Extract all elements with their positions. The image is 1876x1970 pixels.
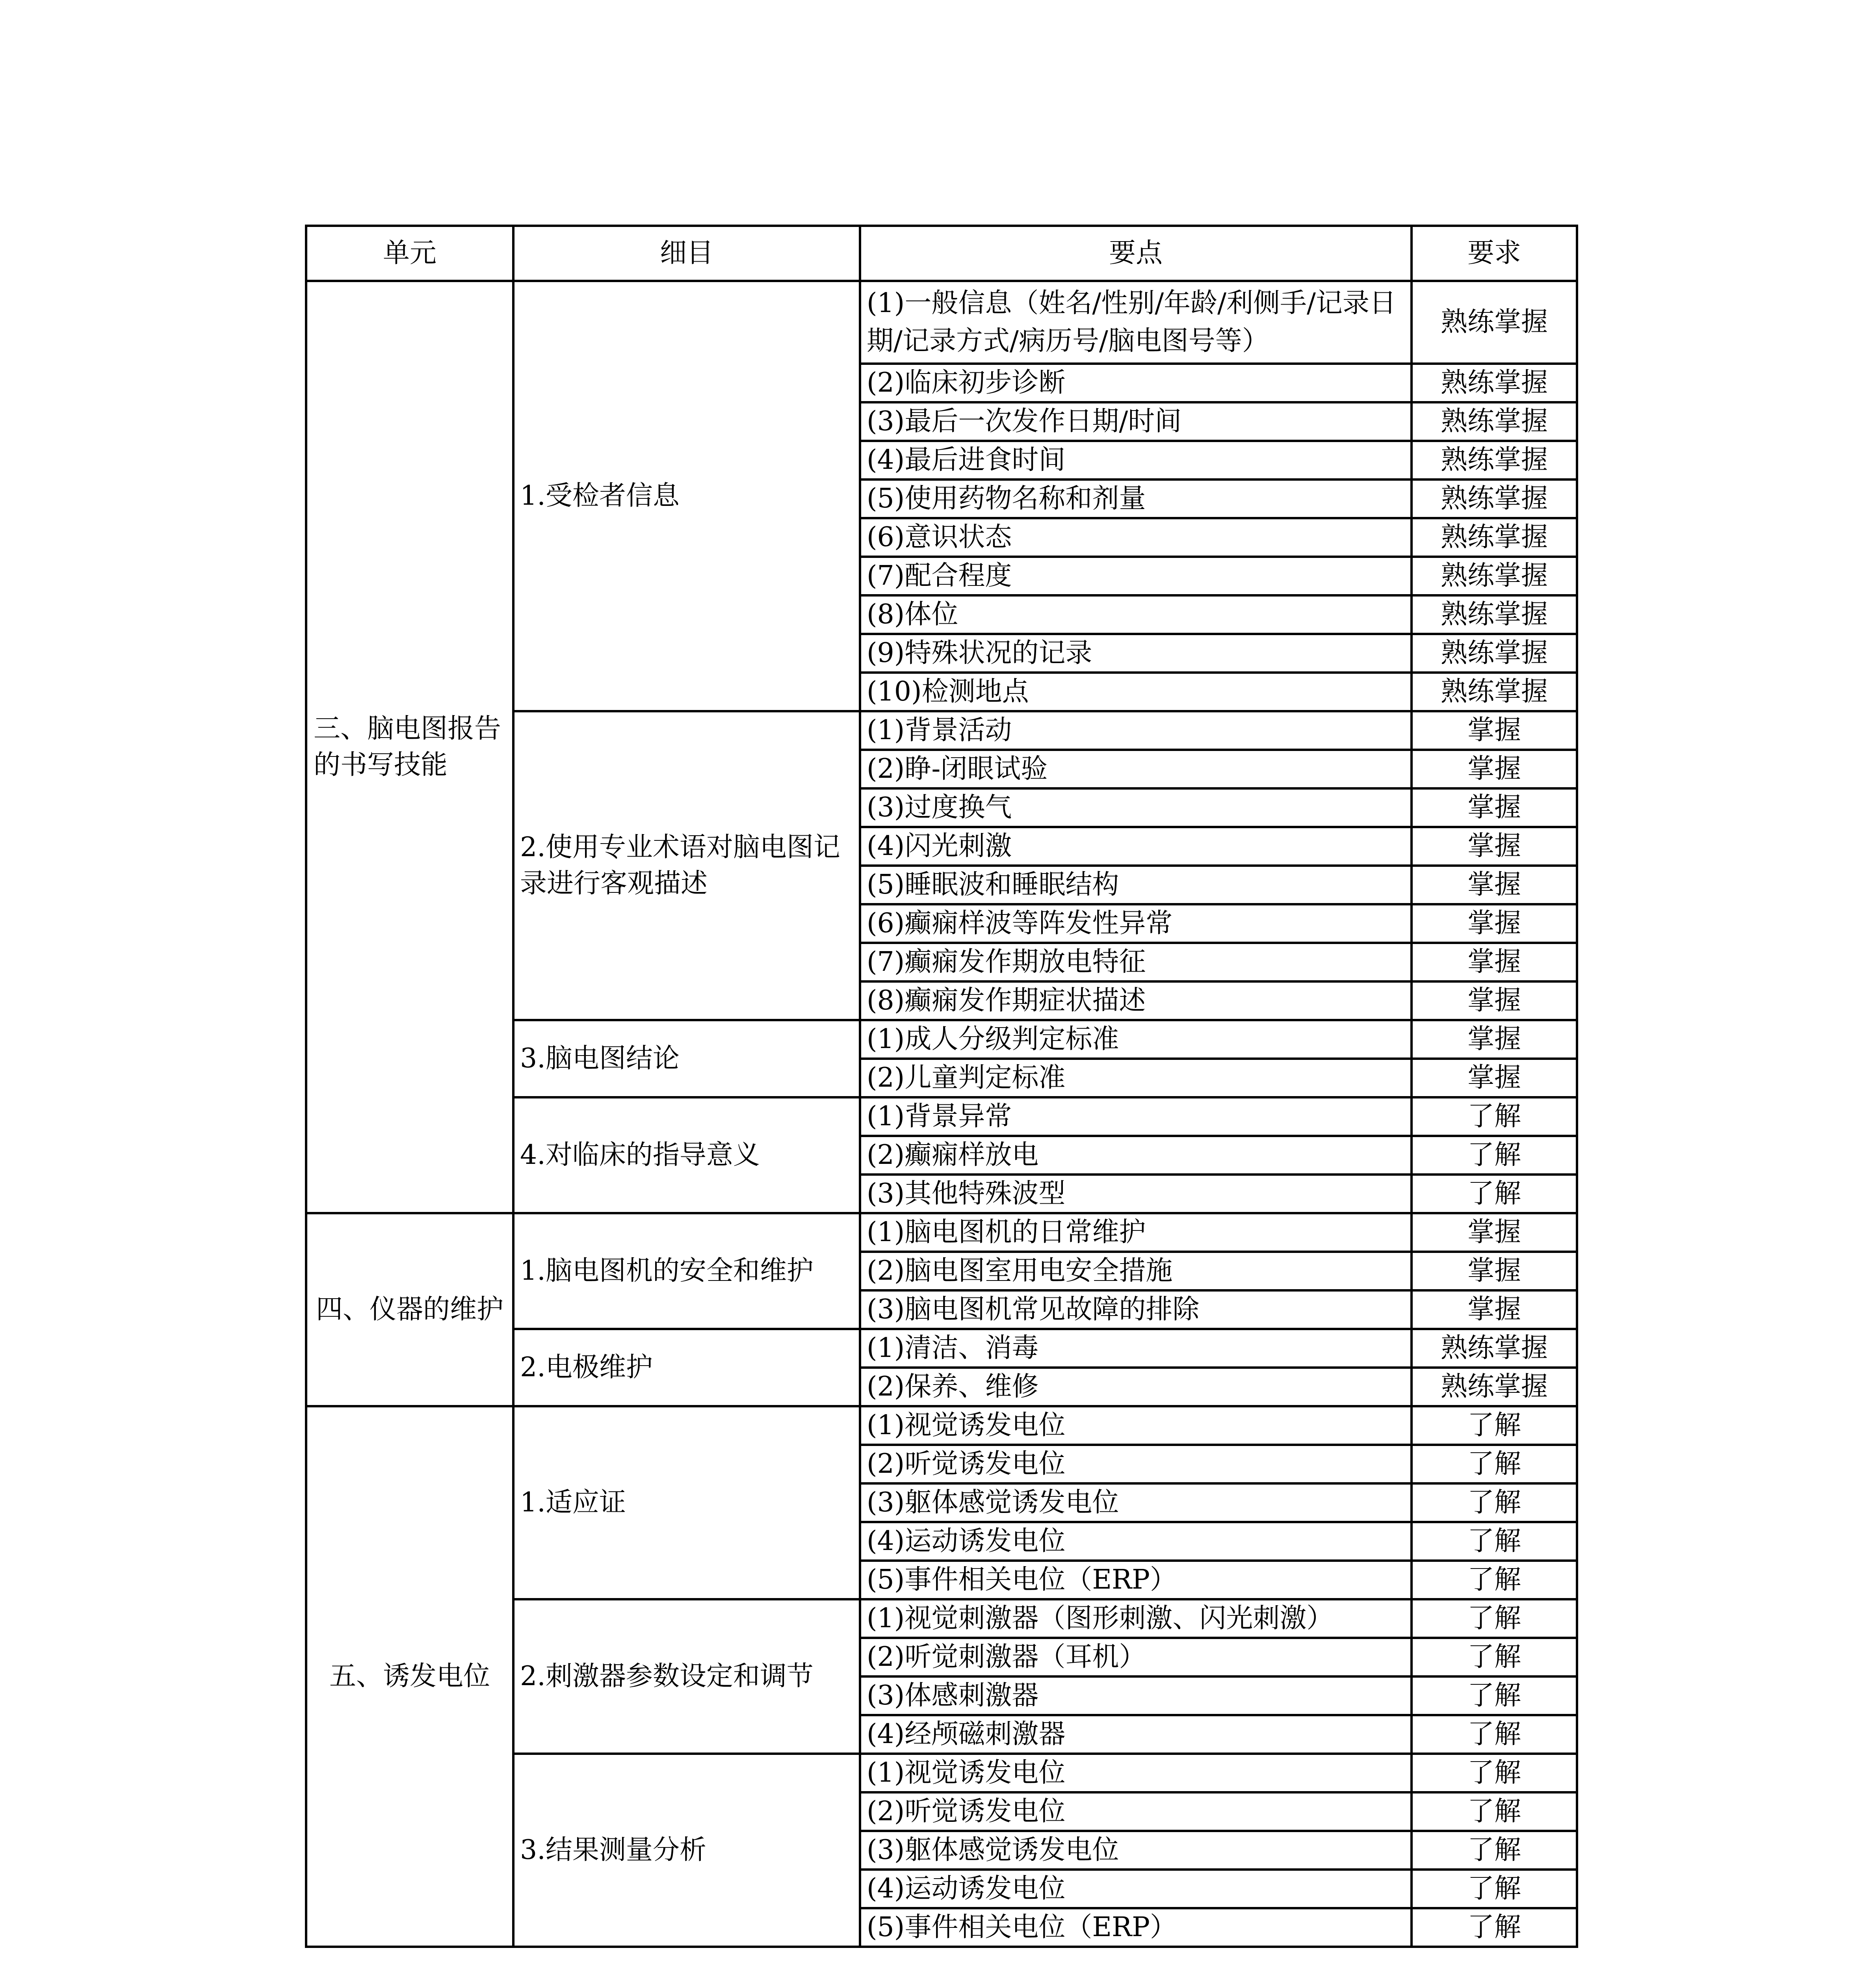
requirement-cell: 了解	[1412, 1715, 1577, 1754]
table-body	[306, 281, 1577, 1947]
point-cell: (2)听觉诱发电位	[860, 1445, 1412, 1483]
point-cell: (1)脑电图机的日常维护	[860, 1213, 1412, 1252]
requirement-cell: 了解	[1412, 1831, 1577, 1870]
requirement-cell: 熟练掌握	[1412, 518, 1577, 557]
detail-cell: 2.刺激器参数设定和调节	[513, 1599, 860, 1754]
unit-cell: 四、仪器的维护	[306, 1213, 513, 1406]
point-cell: (2)脑电图室用电安全措施	[860, 1252, 1412, 1290]
point-cell: (2)保养、维修	[860, 1368, 1412, 1406]
requirement-cell: 了解	[1412, 1097, 1577, 1136]
requirement-cell: 熟练掌握	[1412, 595, 1577, 634]
point-cell: (6)癫痫样波等阵发性异常	[860, 904, 1412, 943]
unit-cell: 五、诱发电位	[306, 1406, 513, 1947]
point-cell: (5)事件相关电位（ERP）	[860, 1561, 1412, 1599]
point-cell: (9)特殊状况的记录	[860, 634, 1412, 673]
point-cell: (2)睁-闭眼试验	[860, 750, 1412, 788]
point-cell: (3)其他特殊波型	[860, 1175, 1412, 1213]
point-cell: (7)癫痫发作期放电特征	[860, 943, 1412, 981]
detail-cell: 3.结果测量分析	[513, 1754, 860, 1947]
point-cell: (4)最后进食时间	[860, 441, 1412, 479]
requirement-cell: 熟练掌握	[1412, 673, 1577, 711]
detail-cell: 1.受检者信息	[513, 281, 860, 711]
requirement-cell: 掌握	[1412, 866, 1577, 904]
point-cell: (3)过度换气	[860, 788, 1412, 827]
requirement-cell: 掌握	[1412, 1213, 1577, 1252]
point-cell: (1)清洁、消毒	[860, 1329, 1412, 1368]
detail-cell: 1.脑电图机的安全和维护	[513, 1213, 860, 1329]
detail-cell: 2.电极维护	[513, 1329, 860, 1406]
point-cell: (7)配合程度	[860, 557, 1412, 595]
point-cell: (8)癫痫发作期症状描述	[860, 981, 1412, 1020]
point-cell: (2)癫痫样放电	[860, 1136, 1412, 1175]
point-cell: (2)临床初步诊断	[860, 364, 1412, 402]
table-row	[306, 281, 1577, 364]
header-unit: 单元	[306, 226, 513, 281]
requirement-cell: 掌握	[1412, 904, 1577, 943]
requirement-cell: 了解	[1412, 1561, 1577, 1599]
point-cell: (1)视觉诱发电位	[860, 1406, 1412, 1445]
header-requirement: 要求	[1412, 226, 1577, 281]
point-cell: (5)睡眠波和睡眠结构	[860, 866, 1412, 904]
point-cell: (1)背景活动	[860, 711, 1412, 750]
requirement-cell: 熟练掌握	[1412, 402, 1577, 441]
unit-cell: 三、脑电图报告的书写技能	[306, 281, 513, 1213]
requirement-cell: 了解	[1412, 1870, 1577, 1908]
point-cell: (6)意识状态	[860, 518, 1412, 557]
requirement-cell: 掌握	[1412, 788, 1577, 827]
requirement-cell: 掌握	[1412, 827, 1577, 866]
requirement-cell: 熟练掌握	[1412, 557, 1577, 595]
requirement-cell: 熟练掌握	[1412, 364, 1577, 402]
requirement-cell: 熟练掌握	[1412, 1329, 1577, 1368]
point-cell: (5)事件相关电位（ERP）	[860, 1908, 1412, 1947]
point-cell: (3)躯体感觉诱发电位	[860, 1483, 1412, 1522]
requirement-cell: 掌握	[1412, 750, 1577, 788]
requirement-cell: 掌握	[1412, 943, 1577, 981]
detail-cell: 4.对临床的指导意义	[513, 1097, 860, 1213]
detail-cell: 2.使用专业术语对脑电图记录进行客观描述	[513, 711, 860, 1020]
point-cell: (1)成人分级判定标准	[860, 1020, 1412, 1059]
point-cell: (3)体感刺激器	[860, 1676, 1412, 1715]
header-row	[306, 226, 1577, 281]
requirement-cell: 了解	[1412, 1406, 1577, 1445]
requirement-cell: 熟练掌握	[1412, 634, 1577, 673]
point-cell: (1)一般信息（姓名/性别/年龄/利侧手/记录日期/记录方式/病历号/脑电图号等）	[860, 281, 1412, 364]
point-cell: (1)视觉诱发电位	[860, 1754, 1412, 1792]
point-cell: (2)听觉刺激器（耳机）	[860, 1638, 1412, 1676]
requirement-cell: 了解	[1412, 1908, 1577, 1947]
requirement-cell: 熟练掌握	[1412, 441, 1577, 479]
table-row	[306, 1213, 1577, 1252]
point-cell: (4)运动诱发电位	[860, 1522, 1412, 1561]
requirement-cell: 了解	[1412, 1136, 1577, 1175]
syllabus-table	[305, 225, 1578, 1948]
requirement-cell: 掌握	[1412, 1252, 1577, 1290]
point-cell: (2)儿童判定标准	[860, 1059, 1412, 1097]
point-cell: (4)闪光刺激	[860, 827, 1412, 866]
point-cell: (3)躯体感觉诱发电位	[860, 1831, 1412, 1870]
requirement-cell: 掌握	[1412, 711, 1577, 750]
requirement-cell: 了解	[1412, 1676, 1577, 1715]
requirement-cell: 熟练掌握	[1412, 281, 1577, 364]
table-row	[306, 1406, 1577, 1445]
requirement-cell: 了解	[1412, 1175, 1577, 1213]
header-detail: 细目	[513, 226, 860, 281]
requirement-cell: 掌握	[1412, 1290, 1577, 1329]
requirement-cell: 了解	[1412, 1638, 1577, 1676]
requirement-cell: 熟练掌握	[1412, 1368, 1577, 1406]
requirement-cell: 了解	[1412, 1522, 1577, 1561]
requirement-cell: 了解	[1412, 1754, 1577, 1792]
point-cell: (5)使用药物名称和剂量	[860, 479, 1412, 518]
detail-cell: 3.脑电图结论	[513, 1020, 860, 1097]
point-cell: (2)听觉诱发电位	[860, 1792, 1412, 1831]
point-cell: (3)最后一次发作日期/时间	[860, 402, 1412, 441]
requirement-cell: 掌握	[1412, 981, 1577, 1020]
requirement-cell: 熟练掌握	[1412, 479, 1577, 518]
point-cell: (10)检测地点	[860, 673, 1412, 711]
point-cell: (8)体位	[860, 595, 1412, 634]
detail-cell: 1.适应证	[513, 1406, 860, 1599]
requirement-cell: 了解	[1412, 1445, 1577, 1483]
requirement-cell: 了解	[1412, 1792, 1577, 1831]
requirement-cell: 了解	[1412, 1599, 1577, 1638]
requirement-cell: 掌握	[1412, 1020, 1577, 1059]
requirement-cell: 了解	[1412, 1483, 1577, 1522]
point-cell: (3)脑电图机常见故障的排除	[860, 1290, 1412, 1329]
requirement-cell: 掌握	[1412, 1059, 1577, 1097]
point-cell: (4)经颅磁刺激器	[860, 1715, 1412, 1754]
point-cell: (4)运动诱发电位	[860, 1870, 1412, 1908]
header-point: 要点	[860, 226, 1412, 281]
point-cell: (1)背景异常	[860, 1097, 1412, 1136]
point-cell: (1)视觉刺激器（图形刺激、闪光刺激）	[860, 1599, 1412, 1638]
